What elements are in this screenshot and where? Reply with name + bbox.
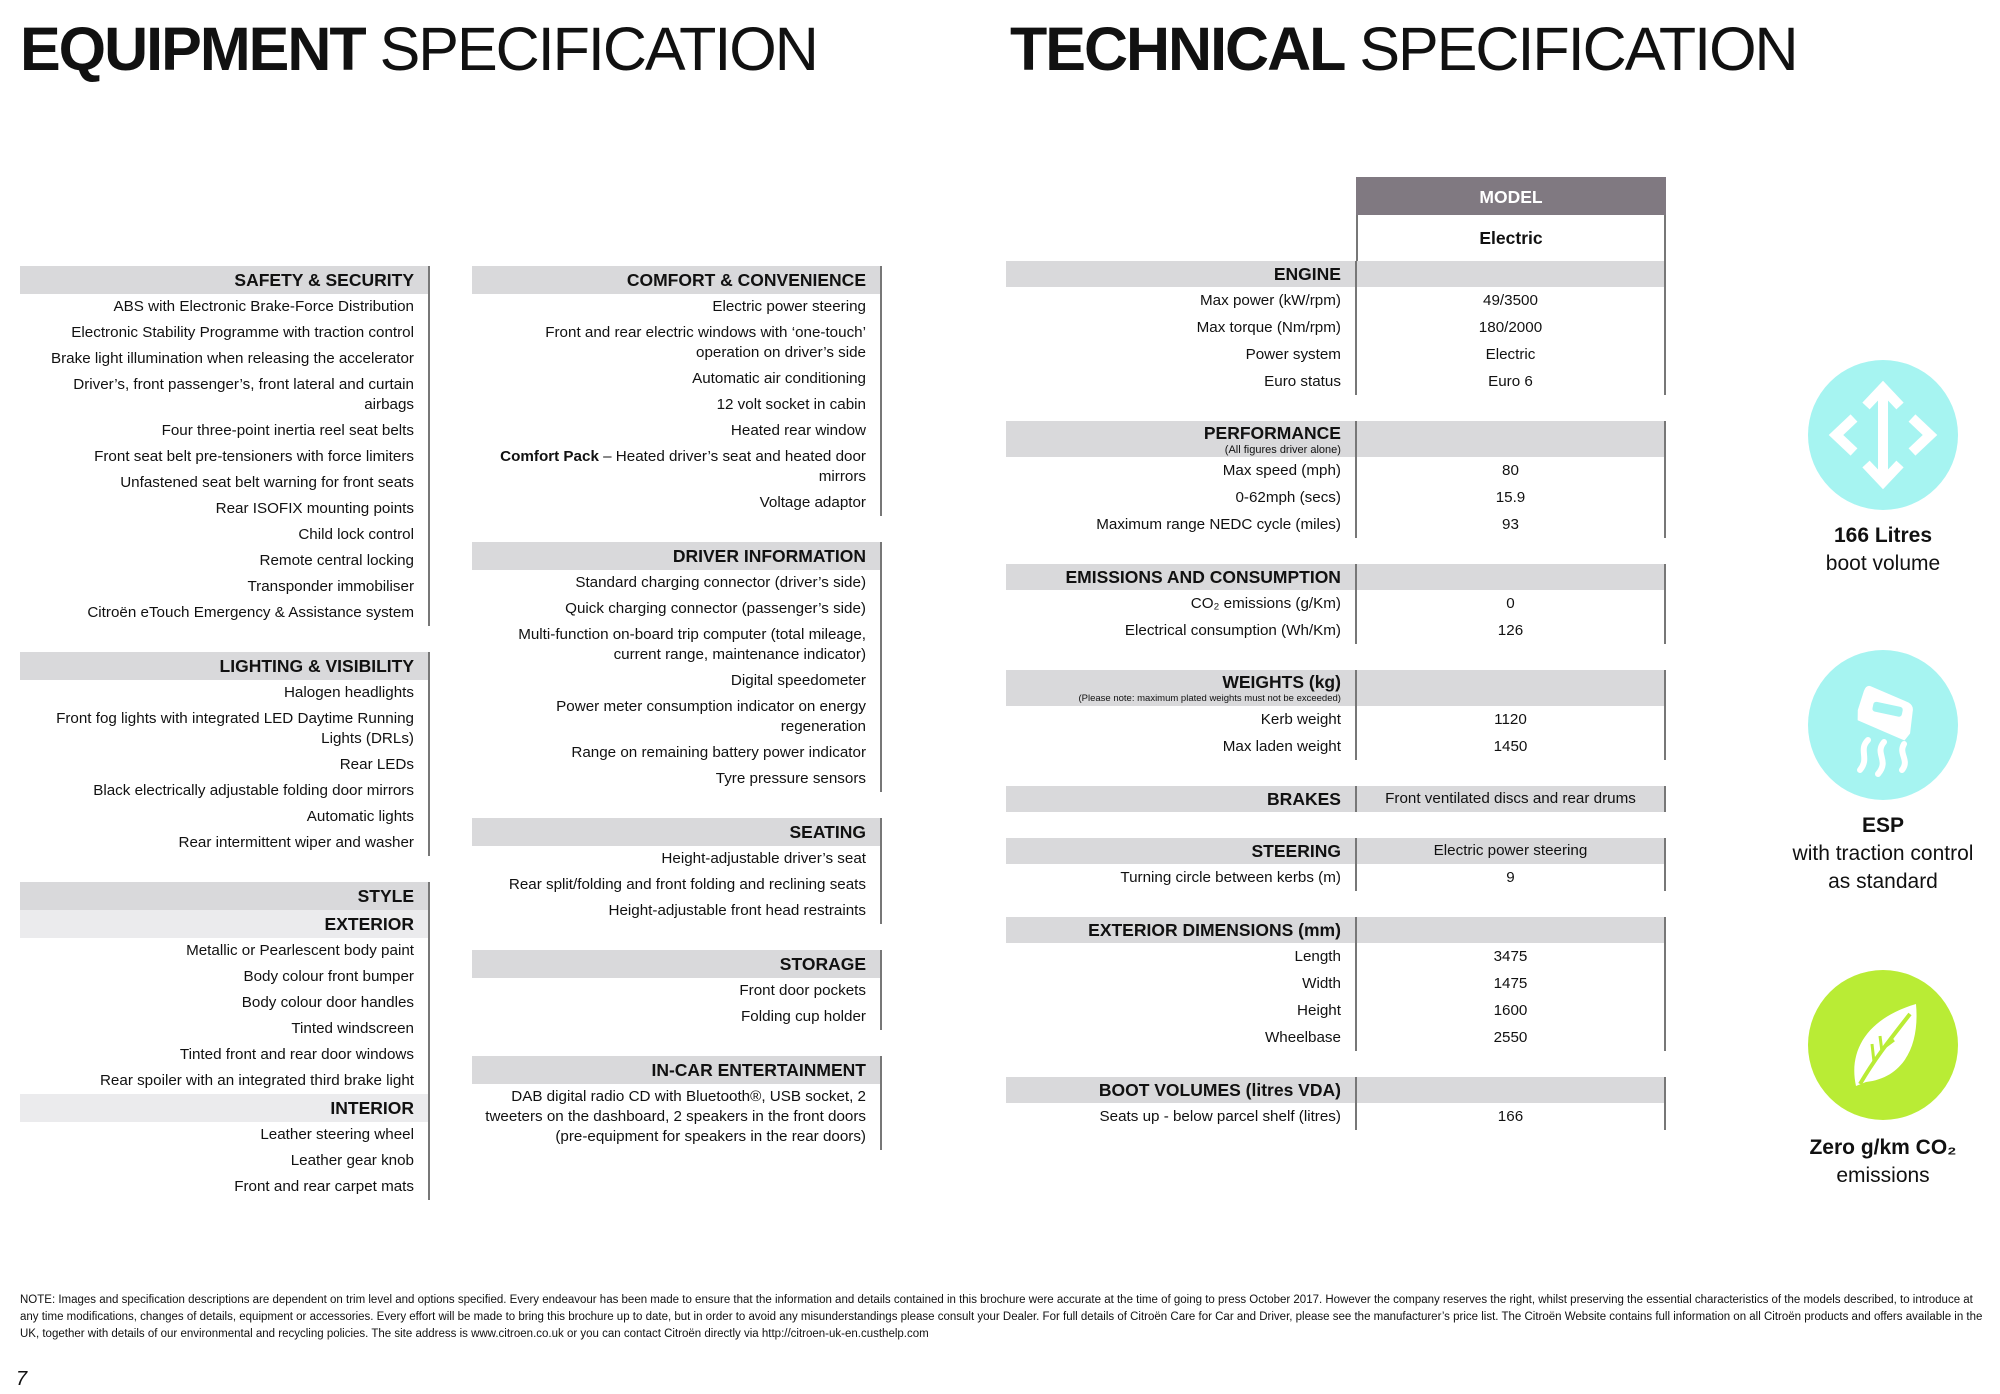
list-item: Front and rear electric windows with ‘one-touch’ operation on driver’s side [545, 324, 866, 361]
row-value: 1120 [1357, 706, 1666, 733]
row-value: 166 [1357, 1103, 1666, 1130]
row-value: 2550 [1357, 1024, 1666, 1051]
section-header-row [1006, 838, 1666, 864]
list-item: Range on remaining battery power indicator [571, 744, 866, 761]
leaf-icon [1808, 970, 1958, 1120]
footnote: NOTE: Images and specification descriptions are dependent on trim level and options specified. Every endeavour has been made to ensure that the information and details contained in this brochure were accurate at the time of going to press October 2017. However the company reserves the right, whilst preserving the essential characteristics of the models described, to introduce at any time modifications, changes of details, equipment or accessories. Every effort will be made to bring this brochure up to date, but in order to avoid any misunderstandings please consult your Dealer. For full details of Citroën Care for Car and Driver, please see the manufacturer’s price list. The Citroën Website contains full information on all Citroën products and offers available in the UK, together with details of our environmental and recycling policies. The site address is www.citroen.co.uk or you can contact Citroën directly via http://citroen-uk-en.custhelp.com [20, 1294, 1983, 1340]
row-value: 80 [1357, 457, 1666, 484]
equipment-column-2 [472, 266, 882, 1176]
skid-car-icon [1808, 650, 1958, 800]
list-item: Brake light illumination when releasing the accelerator [50, 350, 414, 367]
model-name: Electric [1356, 215, 1666, 261]
row-value: 15.9 [1357, 484, 1666, 511]
table-row [1006, 484, 1666, 511]
list-item: Unfastened seat belt warning for front seats [120, 474, 414, 491]
section-header: SEATING [472, 818, 880, 846]
row-label: Turning circle between kerbs (m) [1006, 864, 1357, 891]
page-number: 7 [16, 1368, 28, 1390]
table-row [1006, 1103, 1666, 1130]
row-label: Power system [1006, 341, 1357, 368]
technical-heading: TECHNICAL SPECIFICATION [1010, 15, 1797, 83]
section-header-row [1006, 564, 1666, 590]
row-label: Wheelbase [1006, 1024, 1357, 1051]
list-item: Electronic Stability Programme with traction control [71, 324, 414, 341]
style-section [20, 882, 430, 1200]
weights-section [1006, 670, 1666, 760]
list-item: Body colour front bumper [243, 968, 414, 985]
row-value: 0 [1357, 590, 1666, 617]
row-label: Seats up - below parcel shelf (litres) [1006, 1103, 1357, 1130]
section-header: STYLE [20, 882, 428, 910]
list-item: Rear intermittent wiper and washer [178, 834, 414, 851]
list-item: Front fog lights with integrated LED Daytime Running Lights (DRLs) [56, 710, 414, 747]
eco-badge [1808, 970, 1958, 1120]
subsection-header: INTERIOR [20, 1094, 428, 1122]
section-header: STORAGE [472, 950, 880, 978]
list-item: Remote central locking [259, 552, 414, 569]
table-row [1006, 341, 1666, 368]
list-item: 12 volt socket in cabin [716, 396, 866, 413]
section-header: LIGHTING & VISIBILITY [20, 652, 428, 680]
list-item: Body colour door handles [241, 994, 414, 1011]
section-header: STEERING [1006, 838, 1357, 864]
row-label: Length [1006, 943, 1357, 970]
list-item [472, 444, 880, 490]
row-value: 49/3500 [1357, 287, 1666, 314]
section-note: (All figures driver alone) [1224, 444, 1341, 456]
section-header: ENGINE [1006, 261, 1357, 287]
row-value: 9 [1357, 864, 1666, 891]
comfort-pack-text: – Heated driver’s seat and heated door mirrors [598, 448, 866, 485]
storage-section [472, 950, 882, 1030]
table-row [1006, 314, 1666, 341]
list-item: Height-adjustable driver’s seat [661, 850, 866, 867]
section-header-row [1006, 786, 1666, 812]
row-value: 1475 [1357, 970, 1666, 997]
emissions-section [1006, 564, 1666, 644]
list-item: Tinted front and rear door windows [179, 1046, 414, 1063]
table-row [1006, 457, 1666, 484]
table-row [1006, 733, 1666, 760]
list-item: Front and rear carpet mats [234, 1178, 414, 1195]
list-item: Digital speedometer [730, 672, 866, 689]
row-label: Kerb weight [1006, 706, 1357, 733]
section-header [1006, 670, 1357, 706]
row-value: 1450 [1357, 733, 1666, 760]
list-item: Rear spoiler with an integrated third brake light [99, 1072, 414, 1089]
list-item: Automatic lights [306, 808, 414, 825]
esp-badge [1808, 650, 1958, 800]
section-header: DRIVER INFORMATION [472, 542, 880, 570]
expand-arrows-icon [1808, 360, 1958, 510]
driver-info-section [472, 542, 882, 792]
table-row [1006, 590, 1666, 617]
eco-caption: Zero g/km CO₂ emissions [1809, 1136, 1957, 1187]
lighting-section [20, 652, 430, 856]
list-item: Driver’s, front passenger’s, front lateral and curtain airbags [73, 376, 414, 413]
list-item: Tyre pressure sensors [715, 770, 866, 787]
subsection-header: EXTERIOR [20, 910, 428, 938]
row-value: Electric power steering [1357, 838, 1666, 864]
section-title: PERFORMANCE [1203, 423, 1341, 443]
list-item: Rear ISOFIX mounting points [215, 500, 414, 517]
list-item: Multi-function on-board trip computer (total mileage, current range, maintenance indicator) [518, 626, 866, 663]
technical-spec-table [1006, 177, 1666, 1156]
section-header: COMFORT & CONVENIENCE [472, 266, 880, 294]
table-row [1006, 997, 1666, 1024]
row-value: Front ventilated discs and rear drums [1357, 786, 1666, 812]
list-item: DAB digital radio CD with Bluetooth®, USB socket, 2 tweeters on the dashboard, 2 speakers in the front doors (pre-equipment for speakers in the rear doors) [485, 1088, 866, 1145]
section-header [1006, 421, 1357, 457]
row-label: Euro status [1006, 368, 1357, 395]
row-label: Max laden weight [1006, 733, 1357, 760]
list-item: Standard charging connector (driver’s side) [575, 574, 866, 591]
comfort-section [472, 266, 882, 516]
table-row [1006, 970, 1666, 997]
boot-section [1006, 1077, 1666, 1130]
row-value: 180/2000 [1357, 314, 1666, 341]
table-row [1006, 1024, 1666, 1051]
row-value: 3475 [1357, 943, 1666, 970]
equipment-heading: EQUIPMENT SPECIFICATION [20, 15, 817, 83]
list-item: Four three-point inertia reel seat belts [161, 422, 414, 439]
row-label: 0-62mph (secs) [1006, 484, 1357, 511]
row-label: Electrical consumption (Wh/Km) [1006, 617, 1357, 644]
safety-section [20, 266, 430, 626]
engine-section [1006, 261, 1666, 395]
seating-section [472, 818, 882, 924]
boot-volume-caption: 166 Litres boot volume [1825, 524, 1941, 575]
table-row [1006, 617, 1666, 644]
row-label: Max speed (mph) [1006, 457, 1357, 484]
list-item: Child lock control [298, 526, 414, 543]
list-item: Heated rear window [730, 422, 866, 439]
section-header: EMISSIONS AND CONSUMPTION [1006, 564, 1357, 590]
section-header-row [1006, 261, 1666, 287]
list-item: Front door pockets [739, 982, 866, 999]
row-value: 126 [1357, 617, 1666, 644]
table-row [1006, 368, 1666, 395]
table-row [1006, 943, 1666, 970]
table-row [1006, 511, 1666, 538]
row-label: Width [1006, 970, 1357, 997]
section-header-row [1006, 421, 1666, 457]
model-header [1356, 177, 1666, 261]
table-row [1006, 706, 1666, 733]
list-item: Leather steering wheel [260, 1126, 414, 1143]
section-header: EXTERIOR DIMENSIONS (mm) [1006, 917, 1357, 943]
entertainment-section [472, 1056, 882, 1150]
section-header-row [1006, 917, 1666, 943]
section-header: BRAKES [1006, 786, 1357, 812]
row-label: Maximum range NEDC cycle (miles) [1006, 511, 1357, 538]
list-item: Height-adjustable front head restraints [608, 902, 866, 919]
list-item: Voltage adaptor [759, 494, 866, 511]
section-header: IN-CAR ENTERTAINMENT [472, 1056, 880, 1084]
list-item: Quick charging connector (passenger’s side) [565, 600, 866, 617]
model-header-label: MODEL [1356, 177, 1666, 215]
list-item: Metallic or Pearlescent body paint [186, 942, 414, 959]
row-label: CO₂ emissions (g/Km) [1006, 590, 1357, 617]
list-item: Front seat belt pre-tensioners with force limiters [94, 448, 414, 465]
row-label: Max torque (Nm/rpm) [1006, 314, 1357, 341]
list-item: Citroën eTouch Emergency & Assistance system [87, 604, 414, 621]
section-header: BOOT VOLUMES (litres VDA) [1006, 1077, 1357, 1103]
list-item: Halogen headlights [283, 684, 414, 701]
steering-section [1006, 838, 1666, 891]
row-value: Euro 6 [1357, 368, 1666, 395]
row-label: Max power (kW/rpm) [1006, 287, 1357, 314]
list-item: Tinted windscreen [291, 1020, 414, 1037]
row-value: 93 [1357, 511, 1666, 538]
table-row [1006, 287, 1666, 314]
row-value: Electric [1357, 341, 1666, 368]
dimensions-section [1006, 917, 1666, 1051]
list-item: Power meter consumption indicator on energy regeneration [556, 698, 866, 735]
list-item: ABS with Electronic Brake-Force Distribution [113, 298, 414, 315]
section-header-row [1006, 1077, 1666, 1103]
section-title: WEIGHTS (kg) [1222, 672, 1341, 692]
list-item: Leather gear knob [290, 1152, 414, 1169]
list-item: Rear split/folding and front folding and reclining seats [508, 876, 866, 893]
list-item: Rear LEDs [339, 756, 414, 773]
list-item: Folding cup holder [741, 1008, 866, 1025]
section-header: SAFETY & SECURITY [20, 266, 428, 294]
row-label: Height [1006, 997, 1357, 1024]
list-item: Electric power steering [712, 298, 866, 315]
esp-caption: ESP with traction control as standard [1792, 814, 1974, 893]
row-value: 1600 [1357, 997, 1666, 1024]
list-item: Transponder immobiliser [247, 578, 414, 595]
list-item: Automatic air conditioning [692, 370, 866, 387]
performance-section [1006, 421, 1666, 538]
list-item: Black electrically adjustable folding door mirrors [93, 782, 414, 799]
brakes-section [1006, 786, 1666, 812]
section-note: (Please note: maximum plated weights must not be exceeded) [1078, 693, 1341, 704]
table-row [1006, 864, 1666, 891]
equipment-column-1 [20, 266, 430, 1226]
boot-volume-badge [1808, 360, 1958, 510]
comfort-pack-label: Comfort Pack [500, 448, 599, 465]
section-header-row [1006, 670, 1666, 706]
